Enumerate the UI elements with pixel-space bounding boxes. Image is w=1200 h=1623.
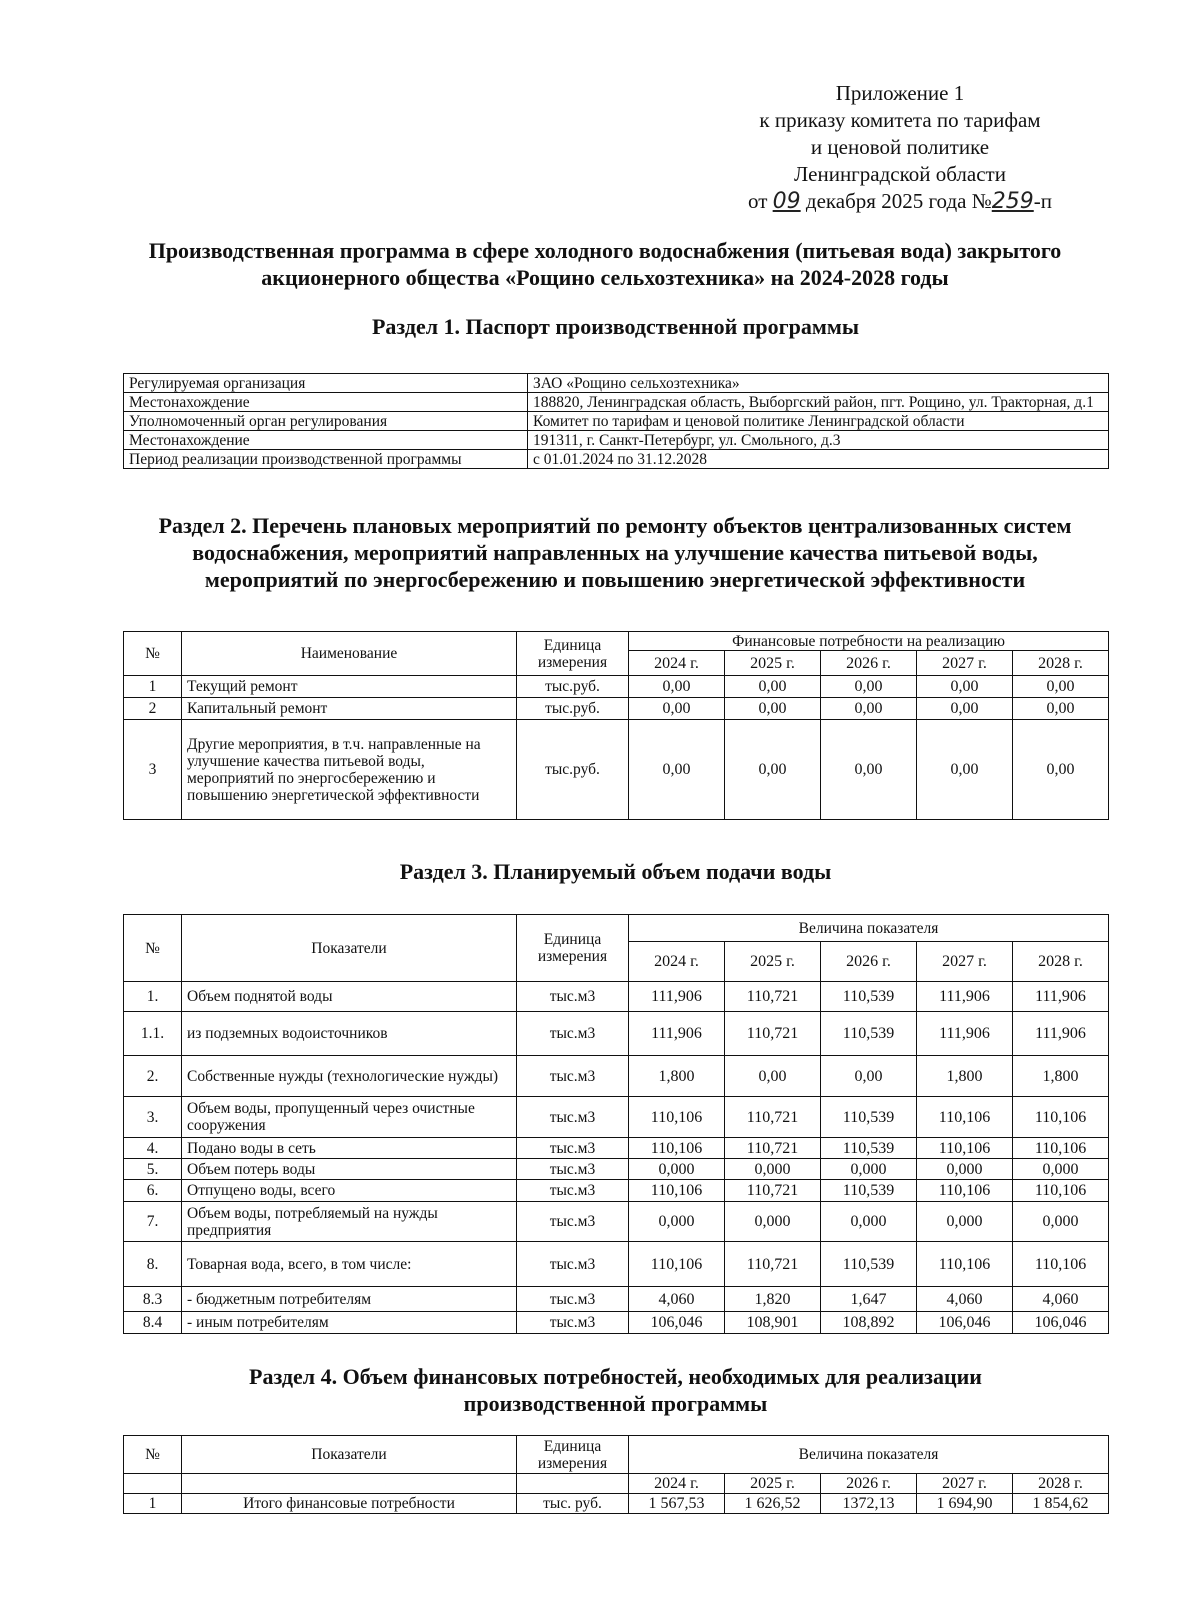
year-header: 2025 г. bbox=[725, 942, 821, 982]
row-value: 110,106 bbox=[917, 1097, 1013, 1138]
passport-value: ЗАО «Рощино сельхозтехника» bbox=[528, 374, 1109, 393]
row-value: 111,906 bbox=[917, 1012, 1013, 1056]
row-value: 110,106 bbox=[917, 1180, 1013, 1202]
row-value: 110,106 bbox=[917, 1242, 1013, 1287]
row-unit: тыс.м3 bbox=[517, 1159, 629, 1180]
appendix-line-3: и ценовой политике bbox=[810, 135, 990, 159]
row-value: 0,00 bbox=[917, 720, 1013, 820]
row-value: 110,106 bbox=[629, 1180, 725, 1202]
table-row bbox=[124, 412, 1109, 431]
row-num: 7. bbox=[124, 1202, 182, 1242]
document-title bbox=[95, 237, 1115, 291]
date-prefix: от bbox=[748, 189, 768, 213]
financial-needs-table bbox=[123, 1435, 1109, 1514]
row-value: 0,00 bbox=[821, 676, 917, 698]
section-2-title-line-2: водоснабжения, мероприятий направленных на улучшение качества питьевой воды, bbox=[192, 540, 1038, 565]
appendix-block bbox=[700, 80, 1100, 215]
table-row bbox=[124, 1159, 1109, 1180]
handwritten-number: 259 bbox=[991, 189, 1034, 214]
passport-value: с 01.01.2024 по 31.12.2028 bbox=[528, 450, 1109, 469]
row-value: 1 854,62 bbox=[1013, 1494, 1109, 1514]
row-value: 110,106 bbox=[1013, 1180, 1109, 1202]
row-value: 0,000 bbox=[725, 1202, 821, 1242]
year-header: 2028 г. bbox=[1013, 1474, 1109, 1494]
document-title-line-2: акционерного общества «Рощино сельхозтехника» на 2024-2028 годы bbox=[261, 265, 949, 290]
row-name: Товарная вода, всего, в том числе: bbox=[182, 1242, 517, 1287]
passport-label: Регулируемая организация bbox=[124, 374, 528, 393]
row-num: 5. bbox=[124, 1159, 182, 1180]
section-1-title: Раздел 1. Паспорт производственной программы bbox=[371, 314, 860, 339]
col-header-group: Величина показателя bbox=[629, 1436, 1109, 1474]
appendix-line-2: к приказу комитета по тарифам bbox=[759, 108, 1041, 132]
row-value: 0,00 bbox=[821, 1056, 917, 1097]
row-name: Итого финансовые потребности bbox=[182, 1494, 517, 1514]
row-unit: тыс.руб. bbox=[517, 676, 629, 698]
row-value: 111,906 bbox=[629, 982, 725, 1012]
row-value: 110,539 bbox=[821, 982, 917, 1012]
row-unit: тыс.м3 bbox=[517, 1180, 629, 1202]
row-value: 0,00 bbox=[1013, 676, 1109, 698]
table-row bbox=[124, 450, 1109, 469]
year-header: 2028 г. bbox=[1013, 651, 1109, 676]
row-name: Объем потерь воды bbox=[182, 1159, 517, 1180]
row-value: 108,892 bbox=[821, 1312, 917, 1334]
passport-label: Период реализации производственной программы bbox=[124, 450, 528, 469]
row-num: 3. bbox=[124, 1097, 182, 1138]
row-name: Капитальный ремонт bbox=[182, 698, 517, 720]
table-header-row bbox=[124, 1436, 1109, 1474]
year-header: 2027 г. bbox=[917, 651, 1013, 676]
row-value: 108,901 bbox=[725, 1312, 821, 1334]
year-header: 2024 г. bbox=[629, 1474, 725, 1494]
row-value: 0,000 bbox=[1013, 1202, 1109, 1242]
row-name: - бюджетным потребителям bbox=[182, 1287, 517, 1312]
row-value: 110,721 bbox=[725, 982, 821, 1012]
row-value: 110,539 bbox=[821, 1097, 917, 1138]
row-num: 8.3 bbox=[124, 1287, 182, 1312]
row-value: 106,046 bbox=[917, 1312, 1013, 1334]
row-value: 0,000 bbox=[629, 1159, 725, 1180]
year-header: 2025 г. bbox=[725, 1474, 821, 1494]
row-value: 0,00 bbox=[629, 698, 725, 720]
col-header-group: Финансовые потребности на реализацию bbox=[629, 632, 1109, 651]
passport-value: 188820, Ленинградская область, Выборгский район, пгт. Рощино, ул. Тракторная, д.1 bbox=[528, 393, 1109, 412]
row-value: 0,000 bbox=[821, 1202, 917, 1242]
row-name: Отпущено воды, всего bbox=[182, 1180, 517, 1202]
row-value: 111,906 bbox=[1013, 1012, 1109, 1056]
row-value: 0,00 bbox=[629, 720, 725, 820]
year-header: 2024 г. bbox=[629, 651, 725, 676]
row-unit: тыс.м3 bbox=[517, 1202, 629, 1242]
row-value: 1 567,53 bbox=[629, 1494, 725, 1514]
row-value: 110,539 bbox=[821, 1180, 917, 1202]
row-value: 110,721 bbox=[725, 1242, 821, 1287]
table-row bbox=[124, 431, 1109, 450]
table-row bbox=[124, 1287, 1109, 1312]
year-header: 2026 г. bbox=[821, 1474, 917, 1494]
row-value: 110,106 bbox=[917, 1138, 1013, 1159]
col-header-name: Показатели bbox=[182, 915, 517, 982]
row-unit: тыс.м3 bbox=[517, 1012, 629, 1056]
row-value: 0,00 bbox=[725, 720, 821, 820]
passport-value: Комитет по тарифам и ценовой политике Ленинградской области bbox=[528, 412, 1109, 431]
row-value: 111,906 bbox=[917, 982, 1013, 1012]
appendix-date-line bbox=[700, 188, 1100, 215]
year-header: 2026 г. bbox=[821, 942, 917, 982]
row-num: 2. bbox=[124, 1056, 182, 1097]
col-header-num: № bbox=[124, 915, 182, 982]
row-value: 106,046 bbox=[629, 1312, 725, 1334]
col-header-group: Величина показателя bbox=[629, 915, 1109, 942]
section-4-title bbox=[123, 1363, 1108, 1417]
row-value: 1 694,90 bbox=[917, 1494, 1013, 1514]
year-header: 2026 г. bbox=[821, 651, 917, 676]
row-unit: тыс.м3 bbox=[517, 1097, 629, 1138]
row-value: 106,046 bbox=[1013, 1312, 1109, 1334]
document-title-line-1: Производственная программа в сфере холодного водоснабжения (питьевая вода) закрытого bbox=[148, 238, 1062, 263]
year-header: 2027 г. bbox=[917, 942, 1013, 982]
row-num: 1 bbox=[124, 676, 182, 698]
table-row bbox=[124, 982, 1109, 1012]
col-header-name: Показатели bbox=[182, 1436, 517, 1474]
row-value: 110,721 bbox=[725, 1138, 821, 1159]
section-2-title bbox=[95, 512, 1135, 593]
table-row bbox=[124, 720, 1109, 820]
col-header-unit: Единица измерения bbox=[517, 915, 629, 982]
row-value: 1,800 bbox=[1013, 1056, 1109, 1097]
row-value: 110,721 bbox=[725, 1180, 821, 1202]
table-row bbox=[124, 1180, 1109, 1202]
row-value: 110,539 bbox=[821, 1242, 917, 1287]
row-num: 1.1. bbox=[124, 1012, 182, 1056]
appendix-line-4: Ленинградской области bbox=[794, 162, 1006, 186]
passport-label: Уполномоченный орган регулирования bbox=[124, 412, 528, 431]
row-name: Объем воды, пропущенный через очистные сооружения bbox=[182, 1097, 517, 1138]
row-name: из подземных водоисточников bbox=[182, 1012, 517, 1056]
row-unit: тыс. руб. bbox=[517, 1494, 629, 1514]
section-4-title-line-1: Раздел 4. Объем финансовых потребностей, необходимых для реализации bbox=[249, 1364, 982, 1389]
passport-value: 191311, г. Санкт-Петербург, ул. Смольного, д.3 bbox=[528, 431, 1109, 450]
row-name: Объем поднятой воды bbox=[182, 982, 517, 1012]
row-unit: тыс.м3 bbox=[517, 982, 629, 1012]
col-header-unit: Единица измерения bbox=[517, 1436, 629, 1474]
table-header-row bbox=[124, 915, 1109, 942]
row-value: 110,539 bbox=[821, 1012, 917, 1056]
row-value: 110,721 bbox=[725, 1097, 821, 1138]
row-value: 0,000 bbox=[917, 1159, 1013, 1180]
row-value: 110,539 bbox=[821, 1138, 917, 1159]
row-num: 8. bbox=[124, 1242, 182, 1287]
row-value: 0,00 bbox=[725, 1056, 821, 1097]
appendix-line-1: Приложение 1 bbox=[835, 81, 965, 105]
row-value: 1 626,52 bbox=[725, 1494, 821, 1514]
table-row bbox=[124, 1242, 1109, 1287]
row-value: 1,800 bbox=[629, 1056, 725, 1097]
row-num: 2 bbox=[124, 698, 182, 720]
row-name: - иным потребителям bbox=[182, 1312, 517, 1334]
empty-cell bbox=[182, 1474, 517, 1494]
empty-cell bbox=[517, 1474, 629, 1494]
table-row bbox=[124, 1312, 1109, 1334]
row-value: 0,000 bbox=[917, 1202, 1013, 1242]
year-header: 2024 г. bbox=[629, 942, 725, 982]
row-name: Подано воды в сеть bbox=[182, 1138, 517, 1159]
row-value: 110,106 bbox=[1013, 1138, 1109, 1159]
row-num: 4. bbox=[124, 1138, 182, 1159]
table-row bbox=[124, 393, 1109, 412]
passport-table bbox=[123, 373, 1109, 469]
row-value: 1,800 bbox=[917, 1056, 1013, 1097]
row-value: 0,00 bbox=[917, 698, 1013, 720]
row-value: 111,906 bbox=[1013, 982, 1109, 1012]
row-value: 1372,13 bbox=[821, 1494, 917, 1514]
row-value: 0,000 bbox=[1013, 1159, 1109, 1180]
row-value: 110,106 bbox=[1013, 1242, 1109, 1287]
section-2-title-line-3: мероприятий по энергосбережению и повышению энергетической эффективности bbox=[204, 567, 1026, 592]
section-3-title: Раздел 3. Планируемый объем подачи воды bbox=[399, 859, 832, 884]
row-num: 3 bbox=[124, 720, 182, 820]
order-suffix: -п bbox=[1033, 189, 1052, 213]
measures-table bbox=[123, 631, 1109, 820]
row-unit: тыс.руб. bbox=[517, 698, 629, 720]
table-row bbox=[124, 1494, 1109, 1514]
section-2-title-line-1: Раздел 2. Перечень плановых мероприятий по ремонту объектов централизованных систем bbox=[158, 513, 1072, 538]
row-value: 0,00 bbox=[1013, 698, 1109, 720]
row-value: 110,106 bbox=[629, 1242, 725, 1287]
row-num: 1. bbox=[124, 982, 182, 1012]
date-middle: декабря 2025 года № bbox=[805, 189, 992, 213]
year-header: 2027 г. bbox=[917, 1474, 1013, 1494]
row-value: 1,820 bbox=[725, 1287, 821, 1312]
row-value: 0,00 bbox=[917, 676, 1013, 698]
row-value: 1,647 bbox=[821, 1287, 917, 1312]
table-row bbox=[124, 1202, 1109, 1242]
water-volume-table bbox=[123, 914, 1109, 1334]
row-unit: тыс.руб. bbox=[517, 720, 629, 820]
table-row bbox=[124, 698, 1109, 720]
row-value: 110,721 bbox=[725, 1012, 821, 1056]
row-value: 0,00 bbox=[821, 698, 917, 720]
row-value: 110,106 bbox=[1013, 1097, 1109, 1138]
section-4-title-line-2: производственной программы bbox=[463, 1391, 768, 1416]
table-header-row bbox=[124, 632, 1109, 651]
row-name: Текущий ремонт bbox=[182, 676, 517, 698]
row-value: 0,00 bbox=[629, 676, 725, 698]
table-row bbox=[124, 1138, 1109, 1159]
col-header-num: № bbox=[124, 1436, 182, 1474]
row-unit: тыс.м3 bbox=[517, 1312, 629, 1334]
col-header-name: Наименование bbox=[182, 632, 517, 676]
row-name: Другие мероприятия, в т.ч. направленные на улучшение качества питьевой воды, мероприятий по энергосбережению и повышению энергетической эффективности bbox=[182, 720, 517, 820]
row-value: 0,000 bbox=[629, 1202, 725, 1242]
row-value: 0,00 bbox=[725, 698, 821, 720]
row-num: 8.4 bbox=[124, 1312, 182, 1334]
passport-label: Местонахождение bbox=[124, 431, 528, 450]
table-header-row bbox=[124, 1474, 1109, 1494]
table-row bbox=[124, 1012, 1109, 1056]
row-value: 110,106 bbox=[629, 1138, 725, 1159]
row-value: 0,000 bbox=[725, 1159, 821, 1180]
table-row bbox=[124, 1056, 1109, 1097]
table-row bbox=[124, 374, 1109, 393]
row-value: 110,106 bbox=[629, 1097, 725, 1138]
row-unit: тыс.м3 bbox=[517, 1056, 629, 1097]
passport-label: Местонахождение bbox=[124, 393, 528, 412]
year-header: 2025 г. bbox=[725, 651, 821, 676]
empty-cell bbox=[124, 1474, 182, 1494]
row-value: 0,00 bbox=[1013, 720, 1109, 820]
row-value: 0,00 bbox=[821, 720, 917, 820]
row-unit: тыс.м3 bbox=[517, 1287, 629, 1312]
row-name: Собственные нужды (технологические нужды) bbox=[182, 1056, 517, 1097]
row-value: 4,060 bbox=[1013, 1287, 1109, 1312]
col-header-unit: Единица измерения bbox=[517, 632, 629, 676]
row-name: Объем воды, потребляемый на нужды предприятия bbox=[182, 1202, 517, 1242]
row-value: 0,000 bbox=[821, 1159, 917, 1180]
row-unit: тыс.м3 bbox=[517, 1138, 629, 1159]
table-row bbox=[124, 1097, 1109, 1138]
row-value: 4,060 bbox=[917, 1287, 1013, 1312]
col-header-num: № bbox=[124, 632, 182, 676]
row-value: 0,00 bbox=[725, 676, 821, 698]
row-unit: тыс.м3 bbox=[517, 1242, 629, 1287]
year-header: 2028 г. bbox=[1013, 942, 1109, 982]
row-num: 1 bbox=[124, 1494, 182, 1514]
table-row bbox=[124, 676, 1109, 698]
row-value: 111,906 bbox=[629, 1012, 725, 1056]
handwritten-day: 09 bbox=[772, 189, 801, 214]
row-num: 6. bbox=[124, 1180, 182, 1202]
row-value: 4,060 bbox=[629, 1287, 725, 1312]
